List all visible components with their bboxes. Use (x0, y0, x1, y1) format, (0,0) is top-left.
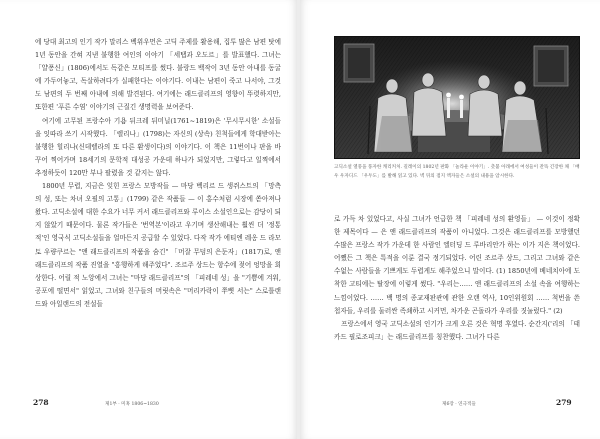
left-page (0, 0, 297, 439)
page-number: 279 (556, 398, 572, 407)
paragraph: 여기에 고무된 프랑수아 기욤 뒤크레 뒤미닐(1761~1819)은 '무시무시한' 소설들을 잇따라 쓰기 시작했다. 「렐리나」(1798)는 자신의 (상속) 친척들에게 학대받아는 불행한 힐리나(신데렐라의 또 다른 환생이다)의 이야기다. 이 책은 11번이나 판을 바꾸어 찍어가며 18세기의 문학적 대성공 가운데 하나가 되었지만, 그렇다고 일찍에서 추정하듯이 120만 부나 팔렸을 것 같지는 않다. (35, 116, 281, 177)
running-head: 제6장 · 연극적들 (442, 402, 476, 407)
right-body-text (334, 213, 580, 344)
paragraph: 프랑스에서 영국 고딕소설의 인기가 크게 오른 것은 혁명 후였다. 순간지('리의 「태카드 필로조피크」는 래드클리프를 칭찬했다. 그녀가 다른 (334, 319, 580, 341)
page-number: 278 (33, 398, 49, 407)
engraving-illustration (334, 36, 580, 159)
paragraph: 에 당대 최고의 인기 작가 말리스 벡위우먼은 고딕 주제를 활용해, 집투 많은 남편 탓에 1년 동안을 간혀 지낸 불행한 여인의 이야기 「세탭과 오도르」를 발표했다. 그녀는 「얄퐁신」(1806)에서도 독같은 모티프를 썼다. 불랑드 백작이 3년 동안 아내를 동굴에 가두어놓고, 독살하려다가 실패한다는 이야기다. 이내는 남편이 죽고 나서야, 그것도 남편의 두 번째 아내에 의해 발견된다. 여기에는 래드클리프의 영향이 뚜렷하지만, 또한편 '푸른 수염' 이야기의 근질긴 생명력을 보여준다. (35, 38, 281, 112)
paragraph: 로 가득 차 있었다고, 사실 그녀가 언급한 책 「피레네 성의 환영들」 — 이것이 정확한 제목이다 — 은 앤 래드클리프의 작품이 아니었다. 그것은 래드클리프를 모방했던 수많은 프랑스 작가 가운데 한 사람인 엘터딩 드 루바리안가 하는 이가 지은 책이었다. 어쨌든 그 책은 특적을 이룬 결국 정기되었다. 어린 조르주 상드, 그리고 그녀와 같은 수없는 사람들을 기쁘게도 두렵게도 해주었으니 말이다. (1) 1850년에 베네치아에 도착한 고티에는 탈장에 이렇게 썼다. "우리는…… 앤 래드클리프의 소설 속을 여행하는 느낌이었다. …… 백 명의 종교재판관에 관한 오랜 역사, 10인위원회 …… 척번을 쓴 첩자들, 우리를 둘러싼 족쇄하고 시커먼, 차가운 곤돌라가 우리를 짓눌렀다." (2) (334, 215, 580, 315)
left-body-text (35, 36, 281, 311)
figure-caption: 고딕소설 열풍을 풍자한 캐리커처. 길레이의 1802년 판화 「놀라운 이야기」. 촛불 아래에서 여성들이 잔뜩 긴장한 채 「배우 우자디드 「우두도」를 발해 읽고 있다. 벽 뒤의 점지 액자들은 소설의 내용을 암시한다. (334, 165, 580, 179)
running-head: 제1부 · 미혹 1806~1830 (105, 402, 159, 407)
right-page (300, 0, 600, 439)
paragraph: 1800년 무렵, 지금은 잊힌 프랑스 모방작들 — 마당 벡리르 드 생쥐스트의 「망측의 성, 또는 차녀 오필의 고통」(1799) 같은 작품들 — 이 홍수처럼 시장에 쏟아져나왔다. 고딕소설에 대한 수요가 너무 커서 래드클리프와 루이스 소설인으로는 감당이 되지 않았기 때문이다. 물론 작가들은 '번역본'이라고 우기며 생산해내는 훨씬 더 '정통적'인 영국식 고딕소설들을 얼마든지 공급할 수 있었다. 다작 작가 에티엔 레옹 드 라모토 우량쿠르는 "앤 래드클리프의 작품을 숨긴" 「머잘 무덤의 은둔자」(1817)로, 앤 래드클리프의 작품 진열을 "흥행하게 해주었다". 조르주 상드는 항수에 젖어 엉망을 회상한다. 어릴 적 노앙에서 그녀는 "마당 래드클리프"의 「피레네 성」을 "기쁨에 겨워, 공포에 떨면서" 읽었고, 그녀와 친구들의 머릿속은 "머리카락이 쭈뼛 서는" 스로틀랜드와 아일랜드의 전설들 (35, 182, 281, 308)
